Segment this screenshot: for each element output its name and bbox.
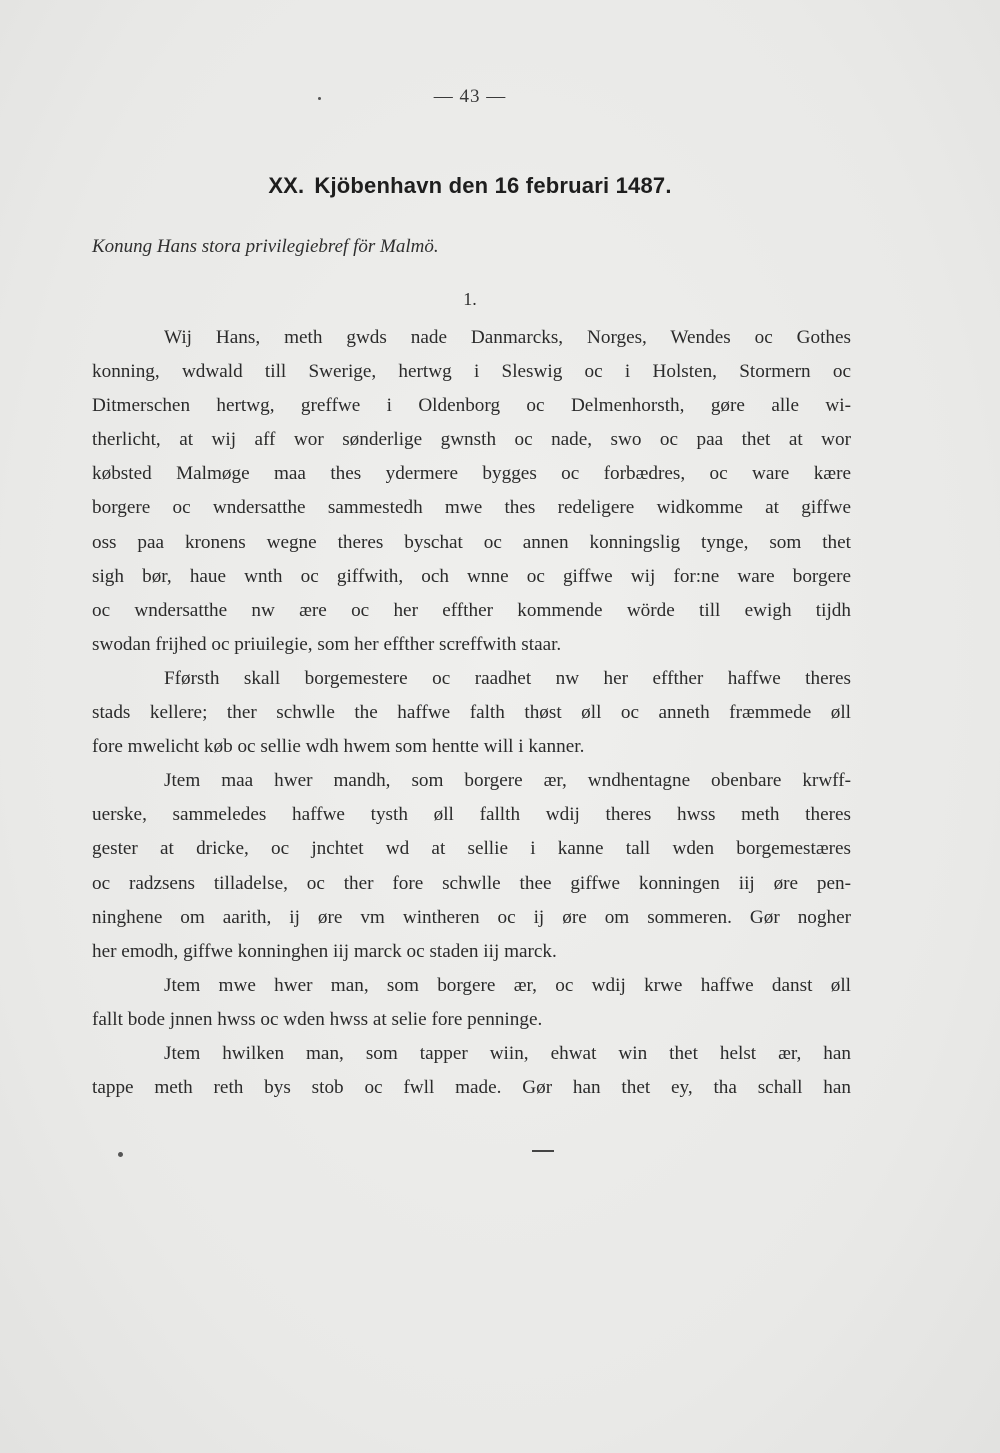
- text-line: købsted Malmøge maa thes ydermere bygges oc forbædres, oc ware kære: [92, 463, 851, 485]
- text-line: Fførsth skall borgemestere oc raadhet nw her effther haffwe theres: [164, 667, 851, 689]
- text-line: oc radzsens tilladelse, oc ther fore schwlle thee giffwe konningen iij øre pen-: [92, 872, 851, 894]
- text-line: Jtem mwe hwer man, som borgere ær, oc wdij krwe haffwe danst øll: [164, 974, 851, 996]
- paragraph: [92, 662, 851, 764]
- heading-numeral: XX.: [268, 173, 305, 198]
- text-line: konning, wdwald till Swerige, hertwg i Sleswig oc i Holsten, Stormern oc: [92, 361, 851, 383]
- text-line: gester at dricke, oc jnchtet wd at sellie i kanne tall wden borgemestæres: [92, 838, 851, 860]
- text-line: oc wndersatthe nw ære oc her effther kommende wörde till ewigh tijdh: [92, 599, 851, 621]
- text-line: oss paa kronens wegne theres byschat oc annen konningslig tynge, som thet: [92, 531, 851, 553]
- paragraph: [92, 764, 851, 969]
- document-heading: [0, 173, 940, 199]
- text-line: fore mwelicht køb oc sellie wdh hwem som hentte will i kanner.: [92, 736, 585, 758]
- text-line: sigh bør, haue wnth oc giffwith, och wnne oc giffwe wij for:ne ware borgere: [92, 565, 851, 587]
- paragraph: [92, 1037, 851, 1105]
- text-line: Wij Hans, meth gwds nade Danmarcks, Norges, Wendes oc Gothes: [164, 327, 851, 348]
- page-number: — 43 —: [433, 86, 507, 107]
- scan-speck: [318, 97, 321, 100]
- document-subtitle: Konung Hans stora privilegiebref för Malmö.: [92, 236, 439, 257]
- scan-mark: [532, 1150, 554, 1152]
- text-line: fallt bode jnnen hwss oc wden hwss at selie fore penninge.: [92, 1008, 543, 1030]
- heading-title: Kjöbenhavn den 16 februari 1487.: [314, 173, 672, 198]
- paragraph: [92, 969, 851, 1037]
- text-line: Jtem hwilken man, som tapper wiin, ehwat win thet helst ær, han: [164, 1042, 851, 1064]
- section-number: 1.: [463, 289, 477, 309]
- text-line: Ditmerschen hertwg, greffwe i Oldenborg oc Delmenhorsth, gøre alle wi-: [92, 395, 851, 417]
- text-line: uerske, sammeledes haffwe tysth øll fallth wdij theres hwss meth theres: [92, 804, 851, 826]
- text-line: Jtem maa hwer mandh, som borgere ær, wndhentagne obenbare krwff-: [164, 770, 851, 792]
- body-text: [92, 321, 851, 1105]
- text-line: stads kellere; ther schwlle the haffwe falth thøst øll oc anneth fræmmede øll: [92, 702, 851, 724]
- paragraph: [92, 321, 851, 662]
- text-line: swodan frijhed oc priuilegie, som her effther screffwith staar.: [92, 633, 562, 655]
- text-line: ninghene om aarith, ij øre vm wintheren oc ij øre om sommeren. Gør nogher: [92, 906, 851, 928]
- scan-speck: [118, 1152, 123, 1157]
- text-line: therlicht, at wij aff wor sønderlige gwnsth oc nade, swo oc paa thet at wor: [92, 429, 851, 451]
- text-line: tappe meth reth bys stob oc fwll made. Gør han thet ey, tha schall han: [92, 1077, 851, 1099]
- text-line: borgere oc wndersatthe sammestedh mwe thes redeligere widkomme at giffwe: [92, 497, 851, 519]
- text-line: her emodh, giffwe konninghen iij marck oc staden iij marck.: [92, 940, 557, 962]
